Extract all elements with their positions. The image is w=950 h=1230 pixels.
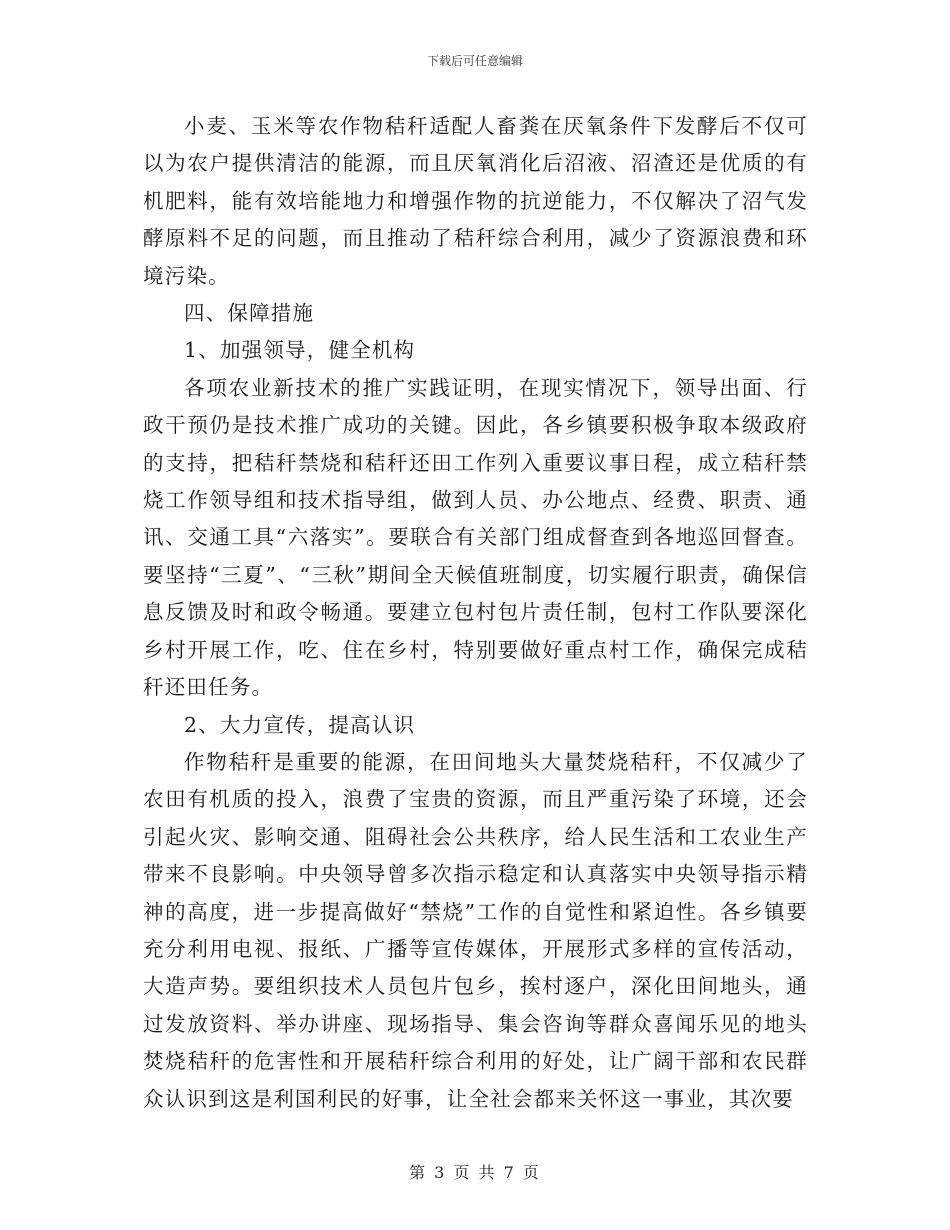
paragraph-straw-biogas: 小麦、玉米等农作物秸秆适配人畜粪在厌氧条件下发酵后不仅可以为农户提供清洁的能源，而且厌氧消化后沼液、沼渣还是优质的有机肥料，能有效培能地力和增强作物的抗逆能力，不仅解决了沼气发酵原料不足的问题，而且推动了秸秆综合利用，减少了资源浪费和环境污染。 — [143, 114, 808, 288]
document-body — [143, 108, 808, 1118]
subheading-leadership: 1、加强领导，健全机构 — [184, 338, 416, 363]
subheading-publicity: 2、大力宣传，提高认识 — [184, 712, 416, 737]
page-header-note: 下载后可任意编辑 — [426, 54, 523, 68]
paragraph-leadership: 各项农业新技术的推广实践证明，在现实情况下，领导出面、行政干预仍是技术推广成功的关键。因此，各乡镇要积极争取本级政府的支持，把秸秆禁烧和秸秆还田工作列入重要议事日程，成立秸秆禁烧工作领导组和技术指导组，做到人员、办公地点、经费、职责、通讯、交通工具“六落实”。要联合有关部门组成督查到各地巡回督查。要坚持“三夏”、“三秋”期间全天候值班制度，切实履行职责，确保信息反馈及时和政令畅通。要建立包村包片责任制，包村工作队要深化乡村开展工作，吃、住在乡村，特别要做好重点村工作，确保完成秸秆还田任务。 — [143, 375, 808, 700]
paragraph-publicity: 作物秸秆是重要的能源，在田间地头大量焚烧秸秆，不仅减少了农田有机质的投入，浪费了宝贵的资源，而且严重污染了环境，还会引起火灾、影响交通、阻碍社会公共秩序，给人民生活和工农业生产带来不良影响。中央领导曾多次指示稳定和认真落实中央领导指示精神的高度，进一步提高做好“禁烧”工作的自觉性和紧迫性。各乡镇要充分利用电视、报纸、广播等宣传媒体，开展形式多样的宣传活动，大造声势。要组织技术人员包片包乡，挨村逐户，深化田间地头，通过发放资料、举办讲座、现场指导、集会咨询等群众喜闻乐见的地头焚烧秸秆的危害性和开展秸秆综合利用的好处，让广阔干部和农民群众认识到这是利国利民的好事，让全社会都来关怀这一事业，其次要 — [143, 749, 808, 1111]
page-number: 第 3 页 共 7 页 — [409, 1163, 541, 1182]
section-heading-safeguards: 四、保障措施 — [184, 301, 315, 326]
